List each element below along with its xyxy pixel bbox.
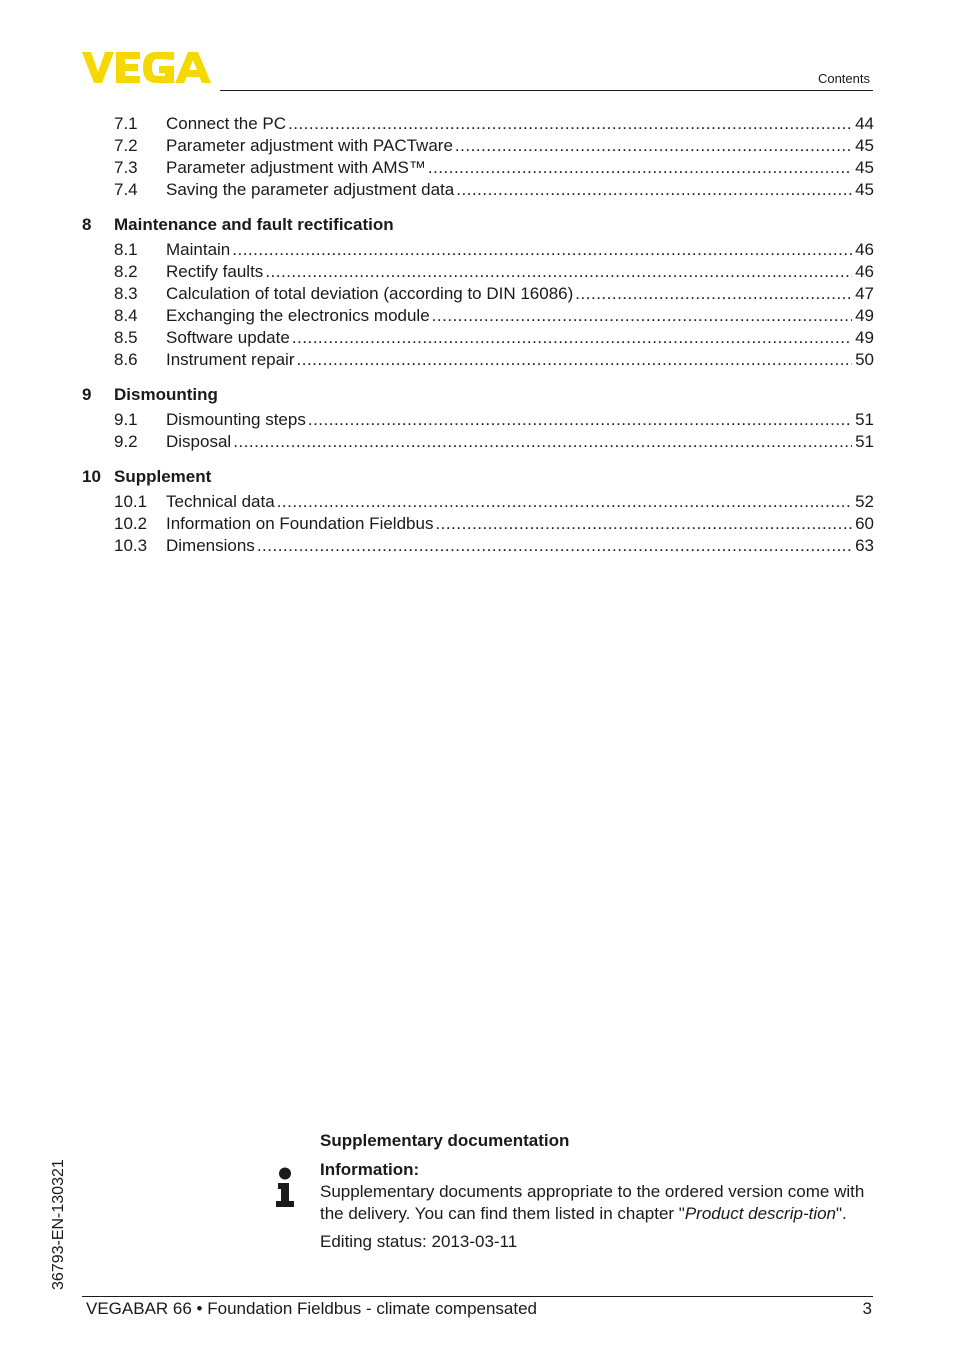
dot-leader	[428, 157, 852, 179]
entry-number: 8.4	[114, 306, 138, 325]
entry-page: 49	[855, 328, 874, 347]
section-heading[interactable]	[82, 466, 874, 488]
toc-entry[interactable]	[82, 179, 874, 201]
entry-page: 45	[855, 180, 874, 199]
dot-leader	[456, 179, 852, 201]
dot-leader	[277, 491, 852, 513]
entry-title: Exchanging the electronics module	[166, 306, 430, 325]
vega-logo	[82, 52, 212, 84]
information-text-end: ".	[836, 1204, 847, 1223]
dot-leader	[292, 327, 852, 349]
section-heading[interactable]	[82, 214, 874, 236]
entry-title: Software update	[166, 328, 290, 347]
dot-leader	[308, 409, 852, 431]
toc-entry[interactable]	[82, 349, 874, 371]
section-title: Supplement	[114, 467, 212, 486]
info-icon	[275, 1167, 295, 1209]
toc-entry[interactable]	[82, 491, 874, 513]
entry-number: 8.2	[114, 262, 138, 281]
toc-entry[interactable]	[82, 113, 874, 135]
section-title: Maintenance and fault rectification	[114, 215, 394, 234]
entry-number: 8.1	[114, 240, 138, 259]
entry-number: 9.1	[114, 410, 138, 429]
entry-page: 46	[855, 262, 874, 281]
section-number: 8	[82, 215, 92, 234]
dot-leader	[455, 135, 852, 157]
toc-continuation	[82, 113, 874, 201]
entry-number: 10.2	[114, 514, 148, 533]
dot-leader	[257, 535, 852, 557]
toc-section-8	[82, 214, 874, 371]
entry-page: 44	[855, 114, 874, 133]
section-number: 9	[82, 385, 92, 404]
toc-entry[interactable]	[82, 239, 874, 261]
information-text-main: Supplementary documents appropriate to the ordered version come with the delivery. You can find them listed in chapter "	[320, 1182, 865, 1223]
entry-title: Technical data	[166, 492, 275, 511]
entry-title: Parameter adjustment with AMS™	[166, 158, 426, 177]
entry-title: Dismounting steps	[166, 410, 306, 429]
section-number: 10	[82, 467, 101, 486]
dot-leader	[297, 349, 853, 371]
entry-title: Connect the PC	[166, 114, 287, 133]
supplementary-heading: Supplementary documentation	[320, 1131, 570, 1150]
entry-title: Disposal	[166, 432, 232, 451]
entry-number: 8.3	[114, 284, 138, 303]
logo-letter-e	[116, 52, 140, 83]
footer-product-title: VEGABAR 66 • Foundation Fieldbus - climate compensated	[86, 1299, 538, 1318]
toc-entry[interactable]	[82, 409, 874, 431]
toc-section-9	[82, 384, 874, 453]
dot-leader	[232, 239, 852, 261]
running-header: Contents	[817, 71, 870, 86]
section-title: Dismounting	[114, 385, 218, 404]
logo-letter-v	[82, 52, 114, 83]
entry-page: 52	[855, 492, 874, 511]
information-label: Information:	[320, 1160, 420, 1179]
toc-entry[interactable]	[82, 535, 874, 557]
entry-page: 47	[855, 284, 874, 303]
page-number: 3	[862, 1299, 872, 1318]
editing-status: Editing status: 2013-03-11	[320, 1232, 518, 1251]
toc-entry[interactable]	[82, 431, 874, 453]
dot-leader	[435, 513, 852, 535]
entry-number: 8.5	[114, 328, 138, 347]
dot-leader	[432, 305, 852, 327]
toc-entry[interactable]	[82, 261, 874, 283]
chapter-reference[interactable]: Product descrip-tion	[684, 1204, 837, 1223]
entry-title: Rectify faults	[166, 262, 264, 281]
entry-number: 10.3	[114, 536, 148, 555]
entry-title: Information on Foundation Fieldbus	[166, 514, 434, 533]
information-text	[320, 1181, 880, 1225]
toc-entry[interactable]	[82, 157, 874, 179]
toc-section-10	[82, 466, 874, 557]
toc-entry[interactable]	[82, 513, 874, 535]
entry-page: 46	[855, 240, 874, 259]
toc-entry[interactable]	[82, 327, 874, 349]
entry-page: 49	[855, 306, 874, 325]
entry-page: 63	[855, 536, 874, 555]
toc-entry[interactable]	[82, 305, 874, 327]
entry-number: 9.2	[114, 432, 138, 451]
entry-page: 51	[855, 410, 874, 429]
dot-leader	[575, 283, 852, 305]
dot-leader	[288, 113, 852, 135]
entry-number: 7.4	[114, 180, 138, 199]
entry-title: Dimensions	[166, 536, 255, 555]
document-id: 36793-EN-130321	[50, 1159, 67, 1290]
entry-title: Maintain	[166, 240, 231, 259]
entry-page: 45	[855, 136, 874, 155]
entry-title: Saving the parameter adjustment data	[166, 180, 455, 199]
entry-page: 50	[855, 350, 874, 369]
entry-number: 8.6	[114, 350, 138, 369]
entry-title: Parameter adjustment with PACTware	[166, 136, 453, 155]
logo-letter-g	[143, 52, 174, 83]
entry-title: Calculation of total deviation (according to DIN 16086)	[166, 284, 574, 303]
entry-page: 45	[855, 158, 874, 177]
entry-number: 7.3	[114, 158, 138, 177]
toc-entry[interactable]	[82, 135, 874, 157]
entry-page: 51	[855, 432, 874, 451]
entry-number: 7.1	[114, 114, 138, 133]
table-of-contents	[82, 113, 874, 570]
toc-entry[interactable]	[82, 283, 874, 305]
header-rule	[220, 90, 873, 91]
dot-leader	[233, 431, 852, 453]
footer-rule	[82, 1296, 873, 1297]
section-heading[interactable]	[82, 384, 874, 406]
supplementary-documentation	[320, 1130, 880, 1253]
entry-page: 60	[855, 514, 874, 533]
entry-number: 7.2	[114, 136, 138, 155]
entry-number: 10.1	[114, 492, 148, 511]
dot-leader	[265, 261, 852, 283]
entry-title: Instrument repair	[166, 350, 295, 369]
